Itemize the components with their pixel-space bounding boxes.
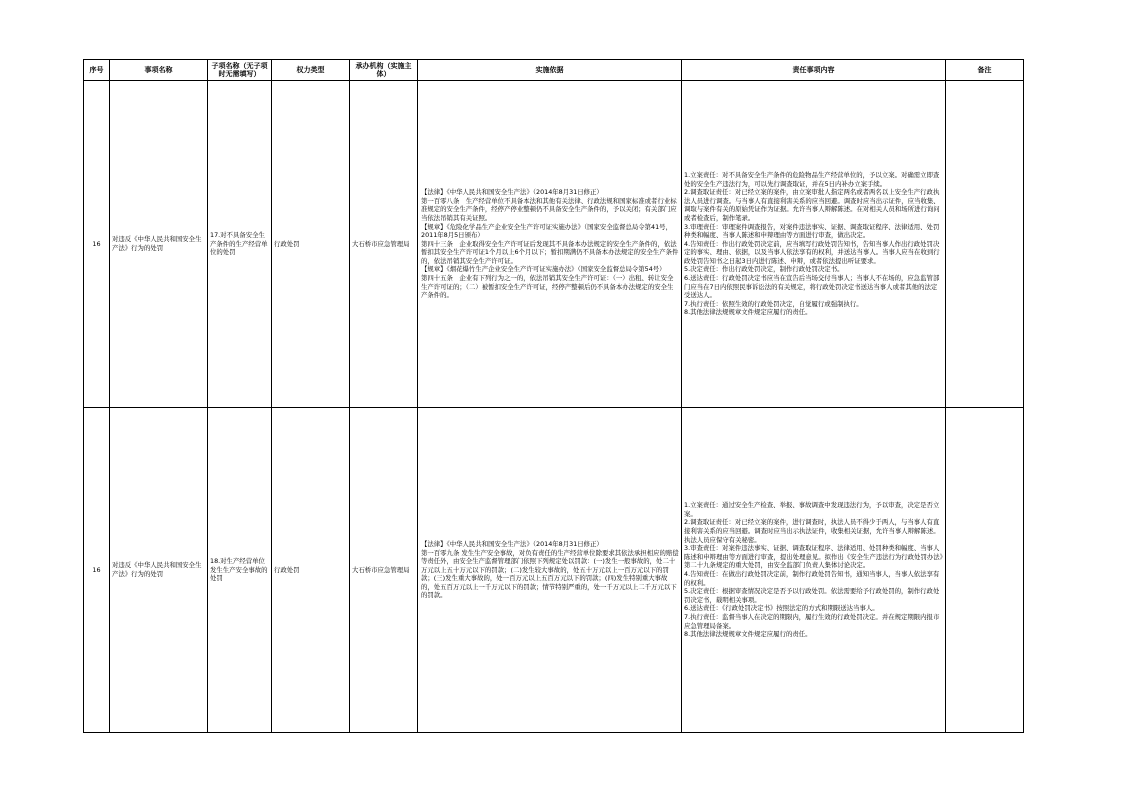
responsibility-item: 1.立案责任：对不具备安全生产条件的危险物品生产经营单位的，予以立案。对确需立即查处的安全生产违法行为，可以先行调查取证，并在5日内补办立案手续。 [684,170,940,188]
cell-basis [418,408,682,733]
cell-seq: 16 [84,81,110,408]
responsibility-item: 2.调查取证责任：对已经立案的案件，由立案审批人指定两名或者两名以上安全生产行政执法人员进行调查。与当事人有直接利害关系的应当回避。调查时应当出示证件，应当收集、调取与案件有关的原始凭证作为证据。允许当事人辩解陈述。在对相关人员和场所进行询问或者检查后，制作笔录。 [684,188,940,222]
basis-paragraph: 【规章】《烟花爆竹生产企业安全生产许可证实施办法》（国家安全监督总局令第54号） [421,265,666,274]
cell-note [946,408,1024,733]
responsibility-item: 3.审理责任：审理案件调查报告，对案件违法事实、证据、调查取证程序、法律适用、处罚种类和幅度、当事人陈述和申辩理由等方面进行审查，做出决定。 [684,222,940,240]
header-note: 备注 [946,60,1024,81]
responsibility-item: 4.告知责任：在做出行政处罚决定前，制作行政处罚告知书，通知当事人，当事人依法享有的权利。 [684,570,940,587]
cell-org: 大石桥市应急管理局 [350,408,418,733]
responsibility-item: 8.其他法律法规规章文件规定应履行的责任。 [684,308,812,317]
responsibility-item: 5.决定责任：作出行政处罚决定，制作行政处罚决定书。 [684,265,844,274]
header-item-name: 事项名称 [110,60,208,81]
cell-item-name: 对违反《中华人民共和国安全生产法》行为的处罚 [110,408,208,733]
header-org: 承办机构（实施主体） [350,60,418,81]
cell-sub-item: 18.对生产经营单位发生生产安全事故的处罚 [208,408,272,733]
cell-org: 大石桥市应急管理局 [350,81,418,408]
responsibility-item: 5.决定责任：根据审查情况决定是否予以行政处罚。依法需要给予行政处罚的，制作行政处罚决定书，载明相关事项。 [684,587,940,604]
basis-paragraph: 【法律】《中华人民共和国安全生产法》（2014年8月31日修正） [421,188,603,197]
cell-responsibility [682,408,946,733]
basis-paragraph: 【法律】《中华人民共和国安全生产法》（2014年8月31日修正） [421,539,603,548]
cell-item-name: 对违反《中华人民共和国安全生产法》行为的处罚 [110,81,208,408]
cell-seq: 16 [84,408,110,733]
header-sub-item: 子项名称（无子项时无需填写） [208,60,272,81]
responsibility-item: 1.立案责任：通过安全生产检查、举报、事故调查中发现违法行为，予以审查，决定是否立案。 [684,501,940,518]
responsibility-item: 6.送达责任：行政处罚决定书应当在宣告后当场交付当事人；当事人不在场的，应急监管部门应当在7日内依照民事诉讼法的有关规定，将行政处罚决定书送达当事人或者其他的法定受送达人。 [684,274,940,300]
table-row [84,81,1024,408]
responsibility-item: 4.告知责任：作出行政处罚决定前，应当填写行政处罚告知书，告知当事人作出行政处罚决定的事实、理由、依据，以及当事人依法享有的权利，并送达当事人。当事人应当在收到行政处罚告知书之日起3日内进行陈述、申辩，或者依法提出听证要求。 [684,239,940,265]
header-responsibility: 责任事项内容 [682,60,946,81]
cell-note [946,81,1024,408]
cell-power-type: 行政处罚 [272,408,350,733]
basis-paragraph: 第一百零九条 发生生产安全事故，对负有责任的生产经营单位除要求其依法承担相应的赔偿等责任外，由安全生产监督管理部门依照下列规定处以罚款：(一)发生一般事故的，处二十万元以上五十万元以下的罚款；(二)发生较大事故的，处五十万元以上一百万元以下的罚款；(三)发生重大事故的，处一百万元以上五百万元以下的罚款；(四)发生特别重大事故的，处五百万元以上一千万元以下的罚款；情节特别严重的，处一千万元以上二千万元以下的罚款。 [421,548,679,600]
cell-power-type: 行政处罚 [272,81,350,408]
responsibility-item: 8.其他法律法规规章文件规定应履行的责任。 [684,630,812,639]
basis-paragraph: 【规章】《危险化学品生产企业安全生产许可证实施办法》（国家安全监督总局令第41号，2011年8月5日颁布） [421,222,672,240]
table-row [84,408,1024,733]
responsibility-item: 3.审查责任：对案件违法事实、证据、调查取证程序、法律适用、处罚种类和幅度、当事人陈述和申辩理由等方面进行审查，提出处理意见。拟作出《安全生产违法行为行政处罚办法》第二十九条规定的重大处罚，由安全监部门负责人集体讨论决定。 [684,544,943,570]
header-power-type: 权力类型 [272,60,350,81]
responsibility-item: 7.执行责任：监督当事人在决定的期限内，履行生效的行政处罚决定。并在规定期限内报市应急管理局备案。 [684,612,940,630]
cell-sub-item: 17.对不具备安全生产条件的生产经营单位的处罚 [208,81,272,408]
header-basis: 实施依据 [418,60,682,81]
cell-responsibility [682,81,946,408]
header-seq: 序号 [84,60,110,81]
responsibility-item: 6.送达责任：《行政处罚决定书》按照法定的方式和期限送达当事人。 [684,604,879,613]
cell-basis [418,81,682,408]
basis-paragraph: 第四十五条 企业有下列行为之一的，依法吊销其安全生产许可证：（一）出租、转让安全生产许可证的；（二）被暂扣安全生产许可证，经停产整顿后仍不具备本办法规定的安全生产条件的。 [421,274,674,300]
power-list-table [83,59,1024,733]
responsibility-item: 7.执行责任：依照生效的行政处罚决定，自觉履行或强制执行。 [684,299,863,308]
responsibility-item: 2.调查取证责任：对已经立案的案件，进行调查时，执法人员不得少于两人，与当事人有直接利害关系的应当回避。调查时应当出示执法证件，收集相关证据，允许当事人辩解陈述。执法人员应保守有关秘密。 [684,518,940,544]
basis-paragraph: 第四十三条 企业取得安全生产许可证后发现其不具备本办法规定的安全生产条件的，依法暂扣其安全生产许可证1个月以上6个月以下；暂扣期满仍不具备本办法规定的安全生产条件的，依法吊销其安全生产许可证。 [421,239,679,265]
basis-paragraph: 第一百零八条 生产经营单位不具备本法和其他有关法律、行政法规和国家标准或者行业标准规定的安全生产条件，经停产停业整顿仍不具备安全生产条件的，予以关闭；有关部门应当依法吊销其有关证照。 [421,196,677,222]
table-header-row [84,60,1024,81]
